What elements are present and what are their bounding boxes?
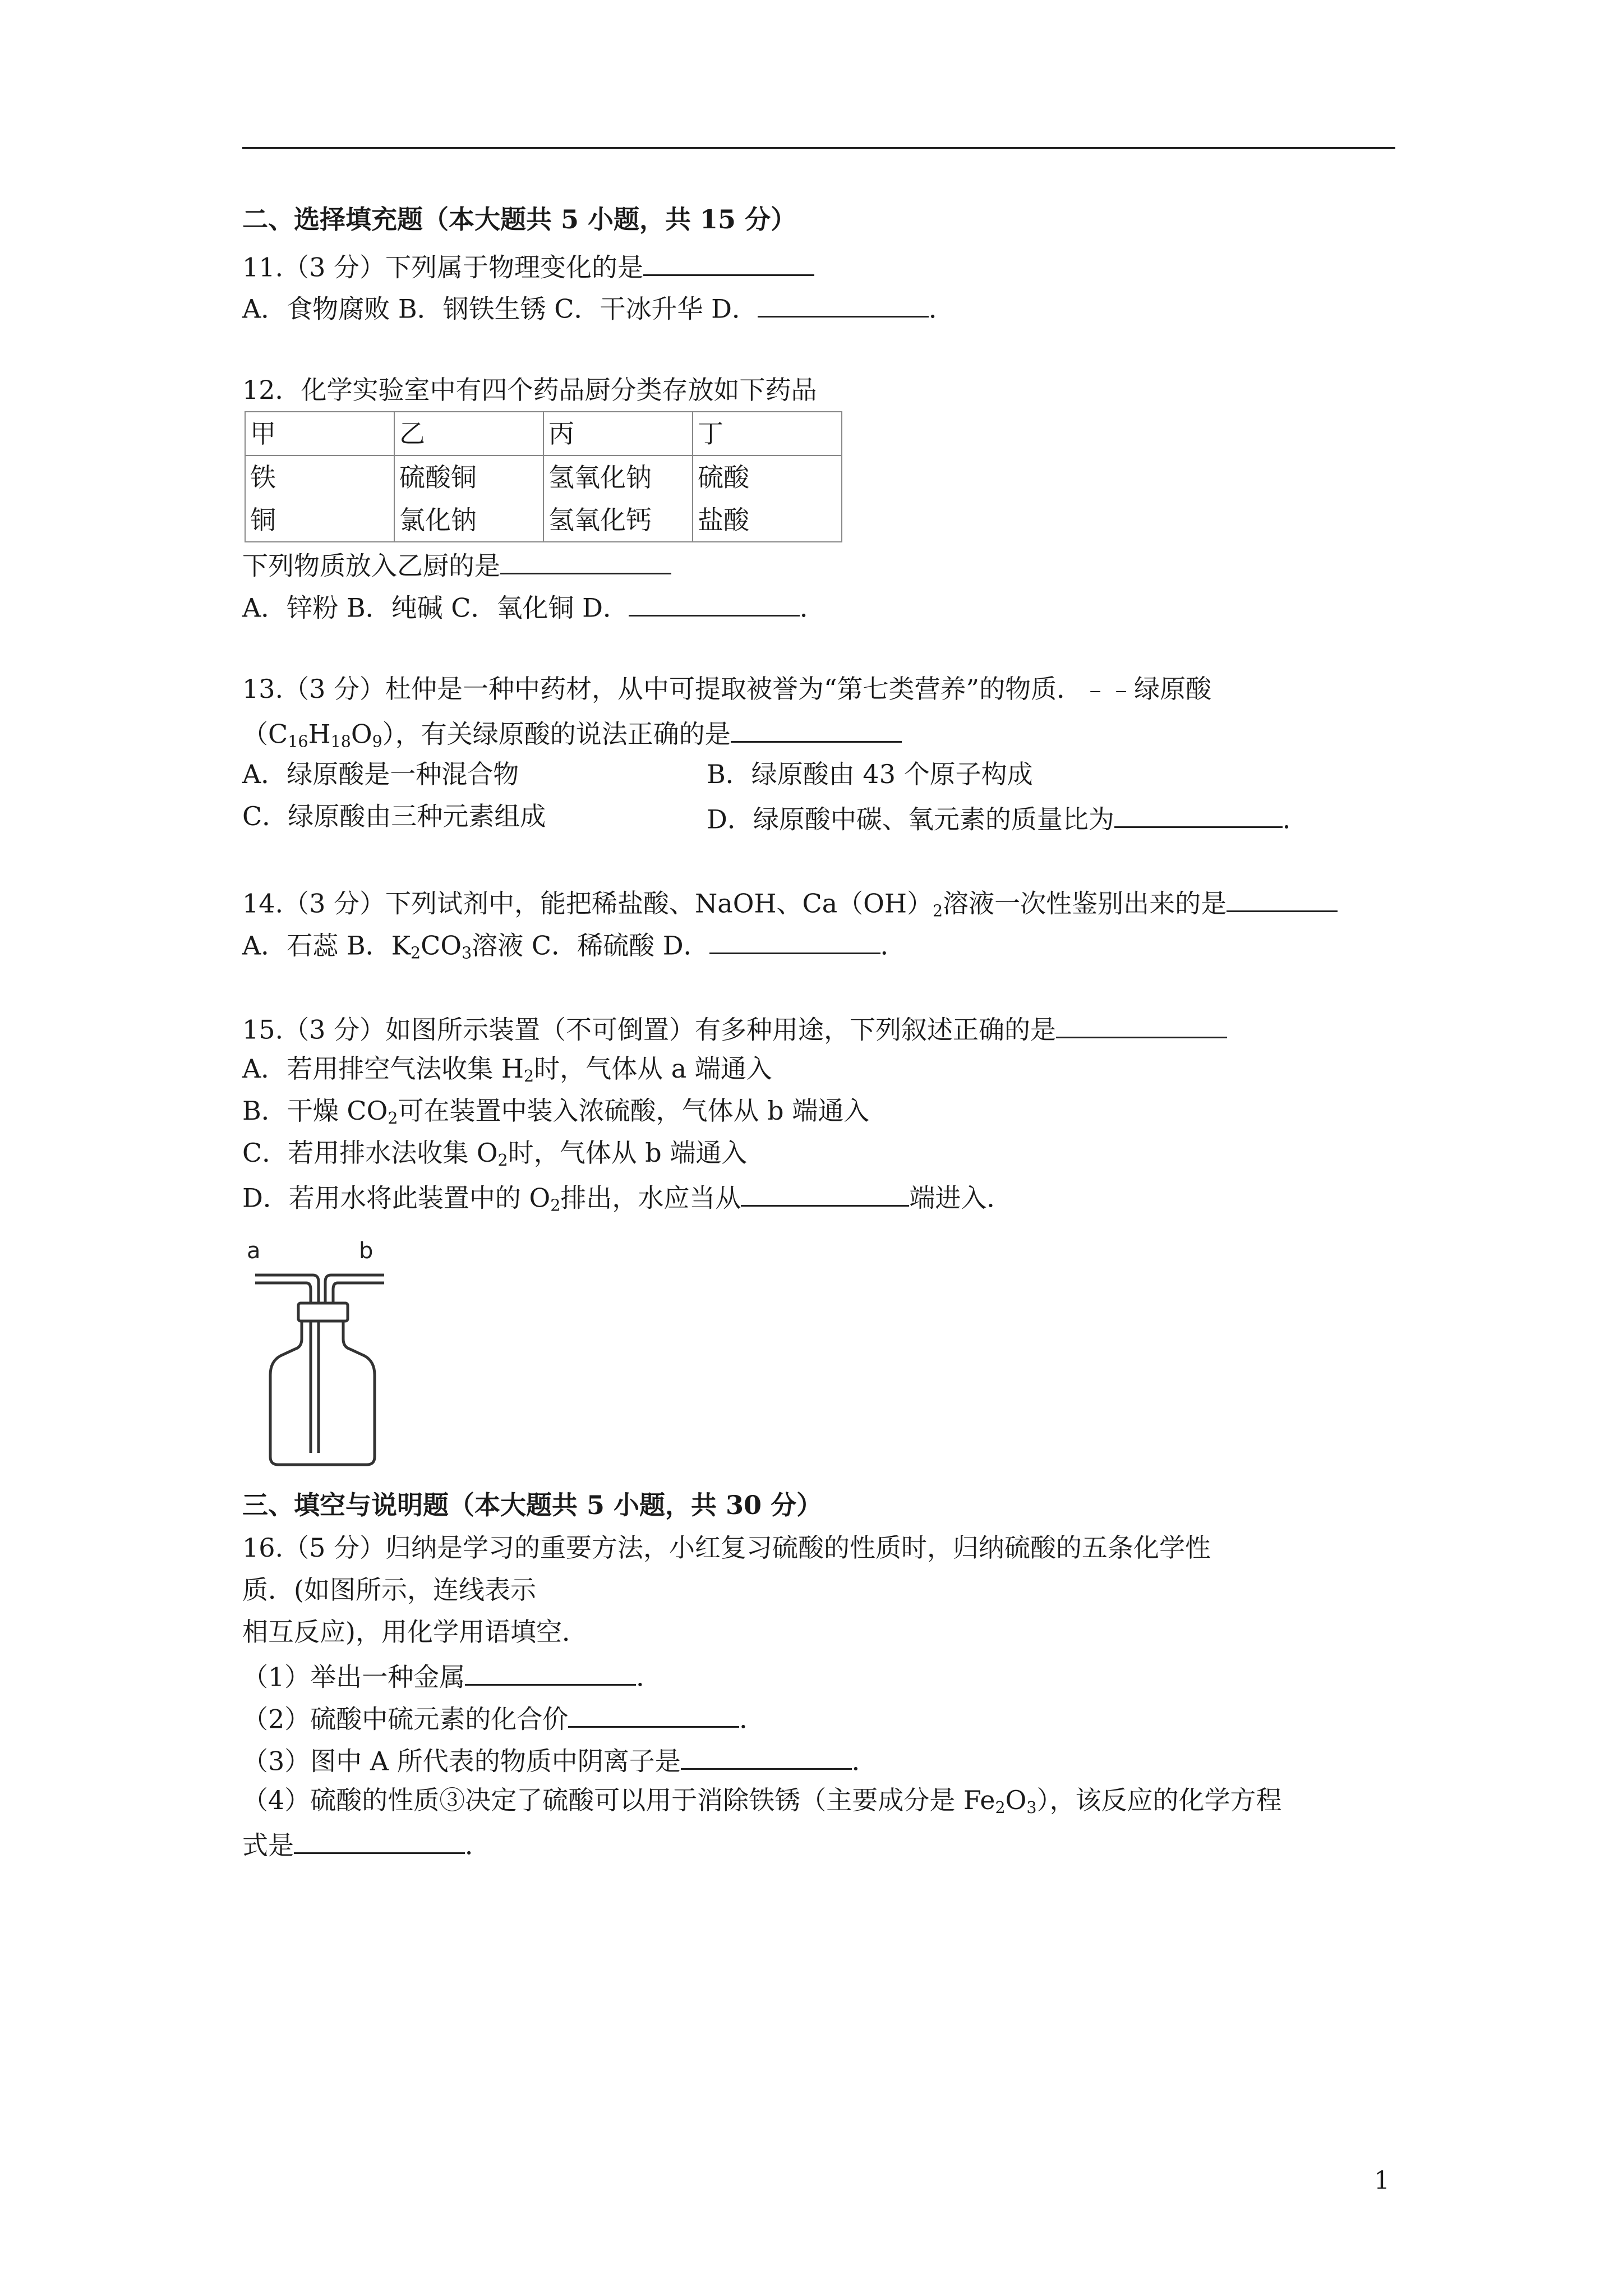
answer-blank[interactable] [1056,1014,1227,1038]
answer-blank[interactable] [731,718,902,743]
question-16-line3: 相互反应)，用化学用语填空． [242,1617,588,1647]
header-cell: 甲 [250,418,276,449]
question-15-option-d: D．若用水将此装置中的 $O_2$排出，水应当从 端进入． [242,1182,1013,1215]
section-2-heading: 二、选择填充题（本大题共 5 小题，共 15 分） [242,204,797,234]
header-cell: 乙 [399,418,425,449]
answer-blank[interactable] [709,930,880,954]
question-15-option-c: C．若用排水法收集 $O_2$时，气体从 b 端通入 [242,1138,748,1170]
question-12-ask: 下列物质放入乙厨的是 [242,550,671,578]
answer-blank[interactable] [568,1703,739,1728]
question-13-option-a: A．绿原酸是一种混合物 [242,759,519,789]
question-14-options: A．石蕊 B．$K_2CO_3$溶液 C．稀硫酸 D． ． [242,930,906,963]
question-15-option-b: B．干燥 $CO_2$可在装置中装入浓硫酸，气体从 b 端通入 [242,1096,870,1128]
answer-blank[interactable] [741,1182,909,1207]
question-16-part4: （4）硫酸的性质③决定了硫酸可以用于消除铁锈（主要成分是 $Fe_2O_3$），该反应的化学方程 [242,1785,1282,1818]
table-header-row [245,412,842,455]
table-cell: 硫酸 [698,462,749,493]
question-16-part2: （2）硫酸中硫元素的化合价 ． [242,1704,766,1734]
question-16-part3: （3）图中 A 所代表的物质中阴离子是 ． [242,1746,878,1777]
question-16-part1: （1）举出一种金属 ． [242,1662,662,1692]
drug-cabinet-table [245,411,842,542]
question-16-line1: 16.（5 分）归纳是学习的重要方法，小红复习硫酸的性质时，归纳硫酸的五条化学性 [242,1533,1211,1563]
table-cell: 盐酸 [698,505,749,535]
answer-blank[interactable] [1114,803,1283,828]
answer-blank[interactable] [500,550,671,574]
table-cell: 铜 [250,505,276,535]
answer-blank[interactable] [681,1745,852,1770]
table-cell: 氢氧化钙 [548,505,652,535]
question-13-stem: 13.（3 分）杜仲是一种中药材，从中可提取被誉为“第七类营养”的物质．﹣﹣绿原酸 [242,674,1212,704]
table-cell: 铁 [250,462,276,493]
question-16-line2: 质．(如图所示，连线表示 [242,1575,536,1605]
table-cell: 氯化钠 [399,505,477,535]
apparatus-drawing [255,1275,384,1465]
label-b: b [359,1238,374,1264]
gas-washing-bottle-figure [247,1237,398,1473]
answer-blank[interactable] [1227,887,1338,912]
question-12-stem: 12．化学实验室中有四个药品厨分类存放如下药品 [242,375,817,405]
question-12-options: A．锌粉 B．纯碱 C．氧化铜 D． ． [242,592,826,623]
answer-blank[interactable] [465,1661,636,1686]
question-16-part4-line2: 式是 ． [242,1830,491,1861]
question-15-stem: 15.（3 分）如图所示装置（不可倒置）有多种用途，下列叙述正确的是 [242,1014,1227,1042]
answer-blank[interactable] [294,1829,465,1854]
answer-blank[interactable] [629,592,800,616]
table-cell: 氢氧化钠 [548,462,652,493]
question-15-option-a: A．若用排空气法收集 $H_2$时，气体从 a 端通入 [242,1053,772,1086]
header-rule [242,147,1395,149]
answer-blank[interactable] [758,293,929,318]
table-cell: 硫酸铜 [399,462,477,493]
question-11-options: A．食物腐败 B．钢铁生锈 C．干冰升华 D． ． [242,293,955,324]
question-13-formula-line: $(C_{16}H_{18}O_9)$，有关绿原酸的说法正确的是 [242,718,902,750]
question-13-option-c: C．绿原酸由三种元素组成 [242,801,546,831]
label-a: a [247,1238,261,1264]
table-row [245,455,842,542]
question-13-option-d: D．绿原酸中碳、氧元素的质量比为 ． [707,804,1308,835]
header-cell: 丙 [548,418,574,449]
answer-blank[interactable] [643,251,814,276]
question-11-stem: 11.（3 分）下列属于物理变化的是 [242,251,814,280]
page-number: 1 [1374,2166,1390,2195]
question-13-option-b: B．绿原酸由 43 个原子构成 [707,759,1033,789]
question-14-stem: 14.（3 分）下列试剂中，能把稀盐酸、NaOH、$Ca(OH)_2$溶液一次性鉴别出来的是 [242,887,1338,919]
header-cell: 丁 [698,418,723,449]
section-3-heading: 三、填空与说明题（本大题共 5 小题，共 30 分） [242,1490,823,1520]
